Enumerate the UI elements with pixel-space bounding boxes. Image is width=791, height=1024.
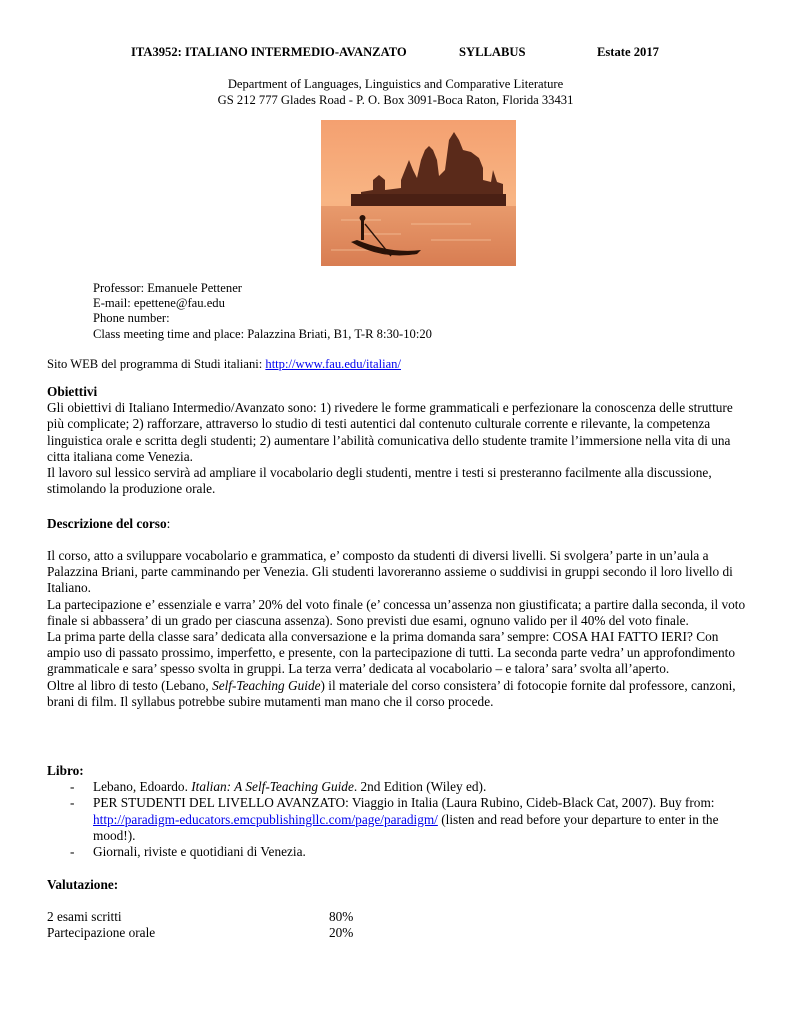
book-item-lebano: - Lebano, Edoardo. Italian: A Self-Teaching Guide. 2nd Edition (Wiley ed). <box>47 779 747 795</box>
book-item-giornali: - Giornali, riviste e quotidiani di Venezia. <box>47 844 747 860</box>
grading-percent: 20% <box>329 925 354 941</box>
book-list <box>47 779 747 860</box>
grading-percent: 80% <box>329 909 354 924</box>
descrizione-section <box>47 548 747 710</box>
obiettivi-section <box>47 384 747 497</box>
valutazione-heading: Valutazione: <box>47 877 119 892</box>
venice-gondola-photo <box>321 120 516 266</box>
obiettivi-paragraph-2: Il lavoro sul lessico servirà ad ampliare il vocabolario degli studenti, mentre i testi si presteranno facilmente alla discussione, stimolando la produzione orale. <box>47 465 712 497</box>
descrizione-paragraph-1: Il corso, atto a sviluppare vocabolario e grammatica, e’ composto da studenti di diversi livelli. Si svolgera’ parte in un’aula a Palazzina Briani, parte camminando per Venezia. Gli studenti lavoreranno assieme o suddivisi in gruppi secondo il loro livello di Italiano. <box>47 548 733 596</box>
obiettivi-heading: Obiettivi <box>47 384 98 399</box>
professor-name: Professor: Emanuele Pettener <box>93 281 242 295</box>
paradigm-link[interactable]: http://paradigm-educators.emcpublishingllc.com/page/paradigm/ <box>93 811 438 827</box>
descrizione-paragraph-3: La prima parte della classe sara’ dedicata alla conversazione e la prima domanda sara’ sempre: COSA HAI FATTO IERI? Con ampio uso di passato prossimo, imperfetto, e presente, con la partecipazione di tutti. La seconda parte vedra’ un approfondimento grammaticale e sara’ spesso svolta in gruppi. La terza verra’ dedicata al vocabolario – e talora’ sara’ svolta all’aperto. <box>47 629 736 677</box>
grading-row <box>47 925 747 941</box>
class-meeting-info: Class meeting time and place: Palazzina Briati, B1, T-R 8:30-10:20 <box>93 327 432 341</box>
grading-label: 2 esami scritti <box>47 909 122 924</box>
document-type: SYLLABUS <box>459 45 526 59</box>
descrizione-paragraph-2: La partecipazione e’ essenziale e varra’ 20% del voto finale (e’ concessa un’assenza non giustificata; a partire dalla seconda, il voto finale si abbassera’ di un grado per ciascuna assenza). Sono previsti due esami, ognuno valido per il 40% del voto finale. <box>47 596 746 628</box>
professor-email: E-mail: epettene@fau.edu <box>93 296 225 310</box>
obiettivi-paragraph-1: Gli obiettivi di Italiano Intermedio/Avanzato sono: 1) rivedere le forme grammaticali e perfezionare la conoscenza delle strutture più complicate; 2) rafforzare, attraverso lo studio di testi autentici dal contenuto culturale corrente e rilevante, la competenza linguistica orale e scritta degli studenti; 2) aumentare l’abilità comunicativa dello studente tramite l’immersione nella vita di una citta italiana come Venezia. <box>47 400 733 464</box>
professor-phone: Phone number: <box>93 311 170 325</box>
book-item-viaggio: - PER STUDENTI DEL LIVELLO AVANZATO: Viaggio in Italia (Laura Rubino, Cideb-Black Cat, 2007). Buy from: http://paradigm-educators.emcpublishingllc.com/page/paradigm/ (listen and read before your departure to enter in the mood!). <box>47 795 747 844</box>
department-address: GS 212 777 Glades Road - P. O. Box 3091-Boca Raton, Florida 33431 <box>217 93 574 107</box>
course-title: ITA3952: ITALIANO INTERMEDIO-AVANZATO <box>131 45 407 59</box>
department-name: Department of Languages, Linguistics and Comparative Literature <box>227 77 564 91</box>
grading-row <box>47 909 747 925</box>
descrizione-paragraph-4: Oltre al libro di testo (Lebano, Self-Teaching Guide) il materiale del corso consistera’ di fotocopie fornite dal professore, canzoni, brani di film. Il syllabus potrebbe subire mutamenti man mano che il corso procede. <box>47 677 736 709</box>
website-link[interactable]: http://www.fau.edu/italian/ <box>265 357 401 371</box>
grading-label: Partecipazione orale <box>47 925 156 941</box>
website-label: Sito WEB del programma di Studi italiani: <box>47 357 266 371</box>
descrizione-heading: Descrizione del corso: <box>47 516 171 531</box>
website-line <box>47 356 747 372</box>
grading-table <box>47 909 747 941</box>
libro-section <box>47 763 747 860</box>
libro-heading: Libro: <box>47 763 84 778</box>
term-label: Estate 2017 <box>597 45 659 59</box>
